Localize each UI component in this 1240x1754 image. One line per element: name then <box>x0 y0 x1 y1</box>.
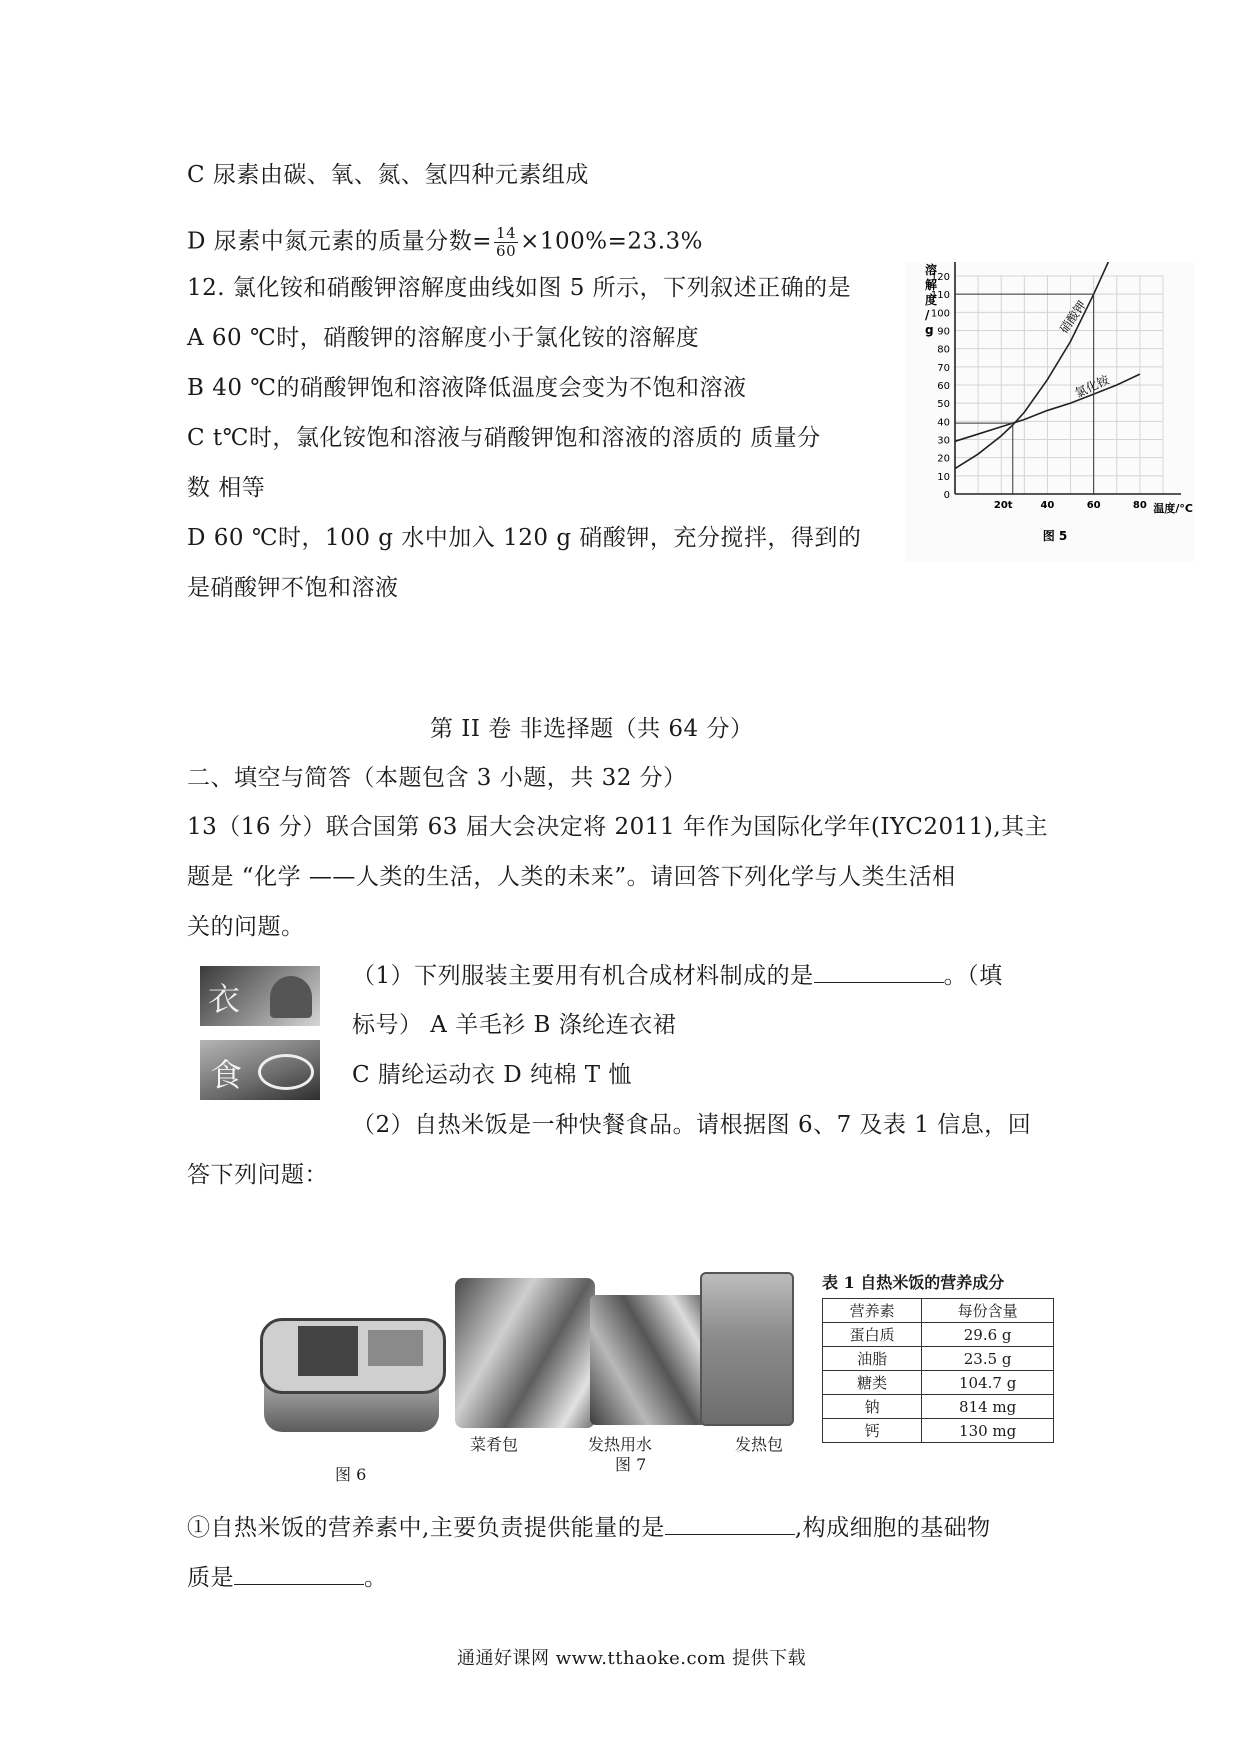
packet-label-heater: 发热包 <box>735 1435 784 1454</box>
table-cell: 104.7 g <box>922 1371 1054 1395</box>
packet-label-dishes: 菜肴包 <box>470 1435 519 1454</box>
q13-line3: 关的问题。 <box>187 914 305 940</box>
table-cell: 油脂 <box>823 1347 922 1371</box>
series-label: 氯化铵 <box>1072 372 1112 401</box>
q13-part2-line1: （2）自热米饭是一种快餐食品。请根据图 6、7 及表 1 信息，回 <box>352 1112 1032 1138</box>
q12-option-b: B 40 ℃的硝酸钾饱和溶液降低温度会变为不饱和溶液 <box>187 375 747 401</box>
table-row <box>823 1347 1054 1371</box>
table-cell: 814 mg <box>922 1395 1054 1419</box>
table-cell: 130 mg <box>922 1419 1054 1443</box>
q13-part1-line3: C 腈纶运动衣 D 纯棉 T 恤 <box>352 1062 632 1088</box>
table-header: 每份含量 <box>922 1299 1054 1323</box>
q12-option-a: A 60 ℃时，硝酸钾的溶解度小于氯化铵的溶解度 <box>187 325 700 351</box>
q11-option-c: C 尿素由碳、氧、氮、氢四种元素组成 <box>187 162 589 188</box>
fraction <box>494 225 518 260</box>
q13-sub1-line2 <box>187 1562 388 1593</box>
y-tick-label: 110 <box>930 290 950 302</box>
table1-title: 表 1 自热米饭的营养成分 <box>822 1273 1005 1292</box>
y-tick-label: 80 <box>937 344 950 356</box>
section-title: 第 II 卷 非选择题（共 64 分） <box>430 716 754 742</box>
q13-sub1-suffix: ,构成细胞的基础物 <box>794 1515 991 1541</box>
water-packet-image <box>590 1295 710 1425</box>
y-tick-label: 50 <box>937 399 950 411</box>
series-label: 硝酸钾 <box>1056 298 1090 336</box>
q13-part1-line2: 标号） A 羊毛衫 B 涤纶连衣裙 <box>352 1012 677 1038</box>
x-tick-label: 40 <box>1040 500 1055 511</box>
table-cell: 29.6 g <box>922 1323 1054 1347</box>
q13-line2: 题是 “化学 ——人类的生活，人类的未来”。请回答下列化学与人类生活相 <box>187 864 956 890</box>
y-tick-label: 100 <box>930 308 950 320</box>
figure6-caption: 图 6 <box>335 1465 367 1484</box>
y-axis-label-char: 溶 <box>925 263 938 277</box>
food-icon <box>200 1040 320 1100</box>
self-heating-rice-box-image <box>258 1300 448 1440</box>
y-tick-label: 10 <box>937 471 950 483</box>
x-tick-label: 60 <box>1086 500 1101 511</box>
y-tick-label: 120 <box>930 272 950 283</box>
q12-stem: 12. 氯化铵和硝酸钾溶解度曲线如图 5 所示，下列叙述正确的是 <box>187 275 852 301</box>
x-tick-label: 80 <box>1132 500 1147 511</box>
chart-caption: 图 5 <box>1042 529 1068 543</box>
table-row <box>823 1419 1054 1443</box>
q12-option-c-line1: C t℃时，氯化铵饱和溶液与硝酸钾饱和溶液的溶质的 质量分 <box>187 425 821 451</box>
q11-option-d <box>187 225 703 260</box>
table-header-row <box>823 1299 1054 1323</box>
y-tick-label: 40 <box>937 417 950 429</box>
y-tick-label: 30 <box>937 435 950 447</box>
q13-line1: 13（16 分）联合国第 63 届大会决定将 2011 年作为国际化学年(IYC2011),其主 <box>187 814 1049 840</box>
x-tick-label: 20t <box>993 500 1013 511</box>
q12-option-c-line2: 数 相等 <box>187 475 266 501</box>
q13-sub1-suffix2: 。 <box>364 1565 388 1591</box>
solubility-chart <box>905 262 1195 562</box>
food-packet-image <box>455 1278 595 1428</box>
table-cell: 钠 <box>823 1395 922 1419</box>
y-axis-label-char: 度 <box>925 293 938 307</box>
y-tick-label: 0 <box>943 490 950 501</box>
y-tick-label: 70 <box>937 362 950 374</box>
answer-blank-3[interactable] <box>234 1562 364 1585</box>
q13-part1-line1 <box>352 960 1003 991</box>
fraction-numerator: 14 <box>496 224 517 242</box>
q13-sub1-prefix2: 质是 <box>187 1565 234 1591</box>
section-subtitle: 二、填空与简答（本题包含 3 小题，共 32 分） <box>187 765 687 791</box>
q11-option-d-prefix: D 尿素中氮元素的质量分数= <box>187 228 493 255</box>
table-cell: 糖类 <box>823 1371 922 1395</box>
q11-option-d-suffix: ×100%=23.3% <box>520 228 703 255</box>
q13-part1-prefix: （1）下列服装主要用有机合成材料制成的是 <box>352 963 814 989</box>
table-row <box>823 1371 1054 1395</box>
figure7-caption: 图 7 <box>615 1455 647 1474</box>
footer-text: 通通好课网 www.tthaoke.com 提供下载 <box>457 1648 807 1669</box>
nutrition-table <box>822 1298 1054 1443</box>
q13-sub1-line1 <box>187 1512 991 1543</box>
table-row <box>823 1395 1054 1419</box>
table-row <box>823 1323 1054 1347</box>
clothing-icon <box>200 966 320 1026</box>
food-icon-char: 食 <box>210 1056 243 1094</box>
q12-option-d-line2: 是硝酸钾不饱和溶液 <box>187 575 399 601</box>
answer-blank-1[interactable] <box>814 960 944 983</box>
table-cell: 23.5 g <box>922 1347 1054 1371</box>
y-tick-label: 60 <box>937 381 950 392</box>
answer-blank-2[interactable] <box>665 1512 795 1535</box>
y-axis-label-char: / <box>925 308 930 322</box>
table-cell: 钙 <box>823 1419 922 1443</box>
q13-part1-suffix: 。（填 <box>943 963 1003 989</box>
y-axis-label-char: g <box>925 323 934 337</box>
q12-option-d-line1: D 60 ℃时，100 g 水中加入 120 g 硝酸钾，充分搅拌，得到的 <box>187 525 862 551</box>
fraction-denominator: 60 <box>496 242 517 260</box>
heating-packet-image <box>700 1272 794 1426</box>
clothing-icon-char: 衣 <box>208 980 241 1018</box>
y-axis-label-char: 解 <box>925 278 938 292</box>
table-header: 营养素 <box>823 1299 922 1323</box>
y-tick-label: 90 <box>937 326 950 338</box>
table-cell: 蛋白质 <box>823 1323 922 1347</box>
x-axis-label: 温度/°C <box>1153 502 1193 515</box>
y-tick-label: 20 <box>937 453 950 465</box>
q13-part2-line2: 答下列问题： <box>187 1162 328 1188</box>
packet-label-water: 发热用水 <box>588 1435 653 1454</box>
q13-sub1-prefix: ①自热米饭的营养素中,主要负责提供能量的是 <box>187 1515 665 1541</box>
